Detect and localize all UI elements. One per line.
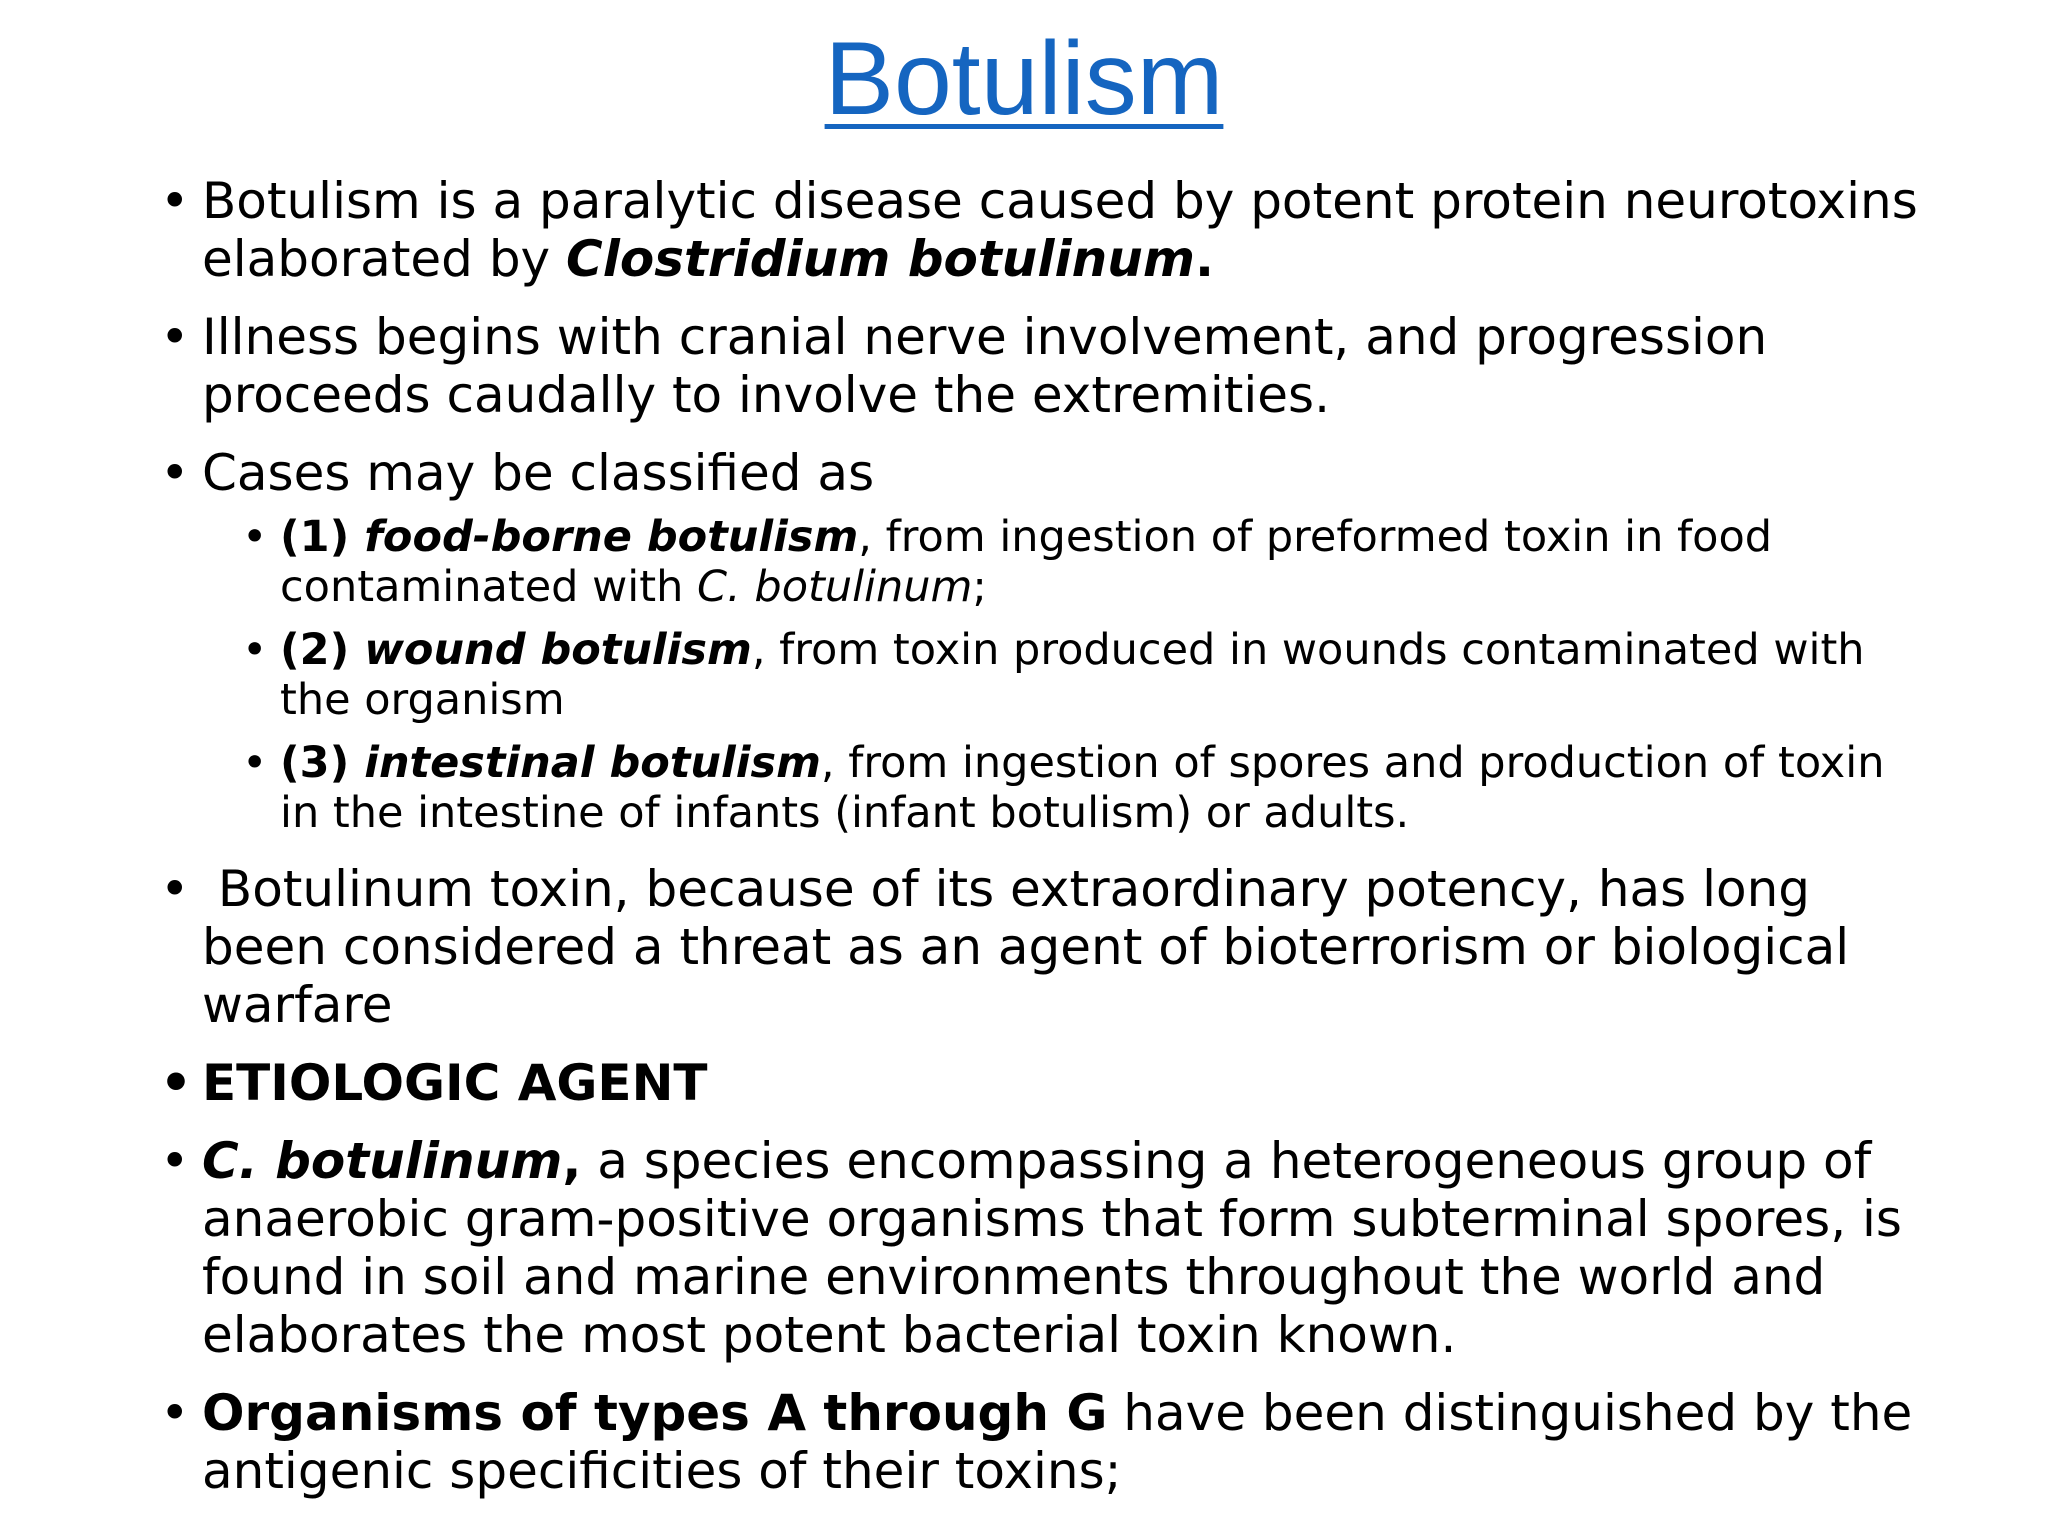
bullet-end: . — [1194, 230, 1214, 288]
sub-text: , from toxin produced in wounds contaminated with the organism — [280, 625, 1865, 725]
organism-name: C. botulinum — [697, 562, 973, 612]
bullet-types — [160, 1384, 1920, 1500]
sub-term: wound botulism — [364, 625, 752, 675]
sub-bullet-intestinal — [160, 738, 1920, 838]
bullet-bold-lead: Organisms of types A through G — [202, 1384, 1108, 1442]
sub-number: (1) — [280, 512, 365, 562]
organism-comma: , — [562, 1132, 582, 1190]
bullet-list — [160, 172, 1920, 1520]
bullet-illness — [160, 308, 1920, 424]
bullet-text: Botulinum toxin, because of its extraordinary potency, has long been considered a threat as an agent of bioterrorism or biological warfare — [202, 860, 1866, 1034]
bullet-classification — [160, 444, 1920, 502]
organism-name: C. botulinum — [202, 1132, 563, 1190]
title-link[interactable]: Botulism — [824, 21, 1224, 137]
sub-bullet-wound — [160, 625, 1920, 725]
bullet-definition — [160, 172, 1920, 288]
classification-sublist — [160, 512, 1920, 838]
sub-text: , from ingestion of spores and production of toxin in the intestine of infants (infant botulism) or adults. — [280, 738, 1885, 838]
bullet-text: have been distinguished by the antigenic specificities of their toxins; — [202, 1384, 1913, 1500]
slide-title — [0, 14, 2048, 144]
sub-end: ; — [972, 562, 987, 612]
organism-name: Clostridium botulinum — [566, 230, 1195, 288]
sub-number: (2) — [280, 625, 365, 675]
sub-number: (3) — [280, 738, 365, 788]
sub-term: intestinal botulism — [364, 738, 821, 788]
sub-text: , from ingestion of preformed toxin in food contaminated with — [280, 512, 1773, 612]
bullet-bioterrorism — [160, 860, 1920, 1034]
bullet-text: Illness begins with cranial nerve involvement, and progression proceeds caudally to involve the extremities. — [202, 308, 1768, 424]
bullet-text: Botulism is a paralytic disease caused by potent protein neurotoxins elaborated by — [202, 172, 1918, 288]
bullet-etiologic-agent — [160, 1054, 1920, 1112]
section-heading: ETIOLOGIC AGENT — [202, 1054, 708, 1112]
bullet-text: Cases may be classified as — [202, 444, 875, 502]
sub-bullet-food-borne — [160, 512, 1920, 612]
sub-term: food-borne botulism — [364, 512, 859, 562]
bullet-organism — [160, 1132, 1920, 1364]
bullet-text: a species encompassing a heterogeneous group of anaerobic gram-positive organisms that form subterminal spores, is found in soil and marine environments throughout the world and elaborates the most potent bacterial toxin known. — [202, 1132, 1902, 1364]
